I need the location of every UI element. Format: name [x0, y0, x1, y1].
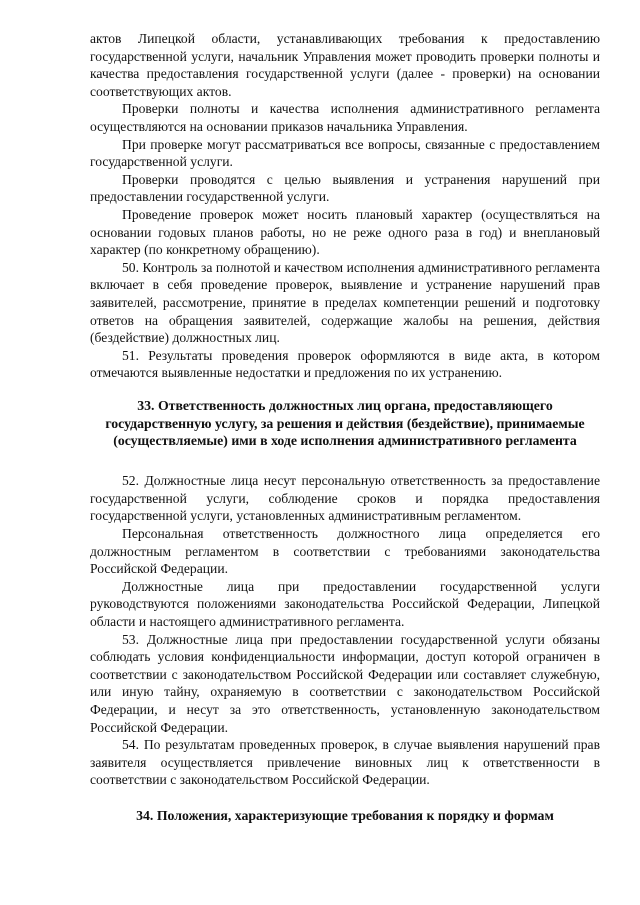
paragraph-inspection-questions: При проверке могут рассматриваться все вопросы, связанные с предоставлением государственной услуги. — [90, 136, 600, 170]
paragraph-inspection-type: Проведение проверок может носить плановый характер (осуществляться на основании годовых планов работы, но не реже одного раза в год) и внеплановый характер (по конкретному обращению). — [90, 206, 600, 258]
paragraph-51: 51. Результаты проведения проверок оформляются в виде акта, в котором отмечаются выявленные недостатки и предложения по их устранению. — [90, 347, 600, 381]
paragraph-52: 52. Должностные лица несут персональную ответственность за предоставление государственной услуги, соблюдение сроков и порядка предоставления государственной услуги, установленных административным регламентом. — [90, 473, 600, 524]
paragraph-continuation: актов Липецкой области, устанавливающих требования к предоставлению государственной услуги, начальник Управления может проводить проверки полноты и качества предоставления государственной услуги (далее - проверки) на основании соответствующих актов. — [90, 31, 600, 99]
paragraph-officials-guided: Должностные лица при предоставлении государственной услуги руководствуются положениями законодательства Российской Федерации, Липецкой области и настоящего административного регламента. — [90, 578, 600, 630]
section-33-heading: 33. Ответственность должностных лиц органа, предоставляющего государственную услугу, за решения и действия (бездействие), принимаемые (осуществляемые) ими в ходе исполнения административного регламента — [105, 397, 585, 449]
document-page — [90, 30, 600, 825]
paragraph-54: 54. По результатам проведенных проверок, в случае выявления нарушений прав заявителя осуществляется привлечение виновных лиц к ответственности в соответствии с законодательством Российской Федерации. — [90, 737, 600, 788]
paragraph-inspections-basis: Проверки полноты и качества исполнения административного регламента осуществляются на основании приказов начальника Управления. — [90, 101, 600, 134]
section-34-heading: 34. Положения, характеризующие требования к порядку и формам — [136, 807, 554, 823]
paragraph-personal-responsibility: Персональная ответственность должностного лица определяется его должностным регламентом в соответствии с требованиями законодательства Российской Федерации. — [90, 526, 600, 577]
paragraph-inspection-purpose: Проверки проводятся с целью выявления и устранения нарушений при предоставлении государственной услуги. — [90, 171, 600, 205]
paragraph-53: 53. Должностные лица при предоставлении государственной услуги обязаны соблюдать условия конфиденциальности информации, доступ которой ограничен в соответствии с законодательством Российской Федерации или составляет служебную, или иную тайну, охраняемую в соответствии с законодательством Российской Федерации, и несут за это ответственность, установленную законодательством Российской Федерации. — [90, 631, 600, 735]
paragraph-50: 50. Контроль за полнотой и качеством исполнения административного регламента включает в себя проведение проверок, выявление и устранение нарушений прав заявителей, рассмотрение, принятие в пределах компетенции решений и подготовку ответов на обращения заявителей, содержащие жалобы на решения, действия (бездействие) должностных лиц. — [90, 259, 600, 346]
